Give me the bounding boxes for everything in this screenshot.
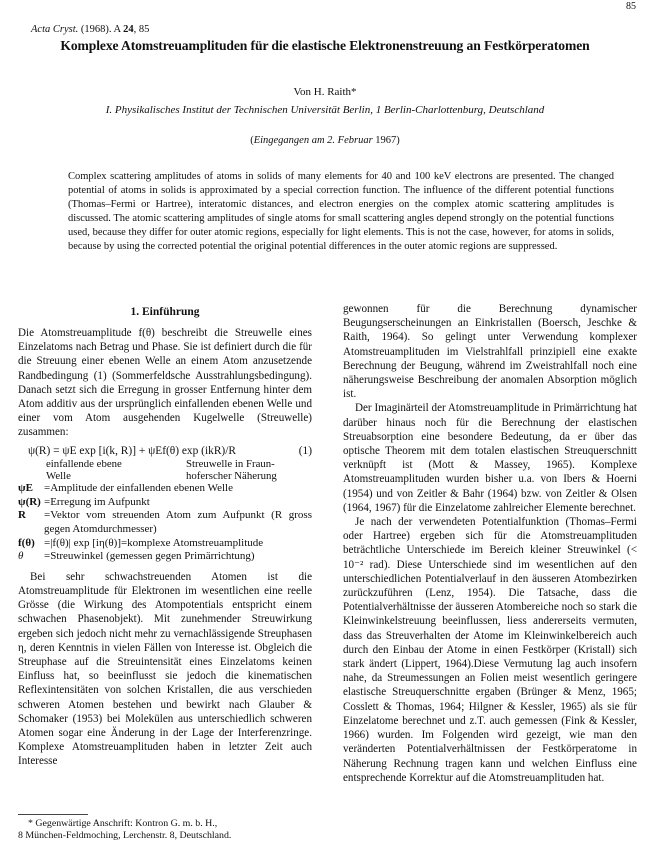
footnote xyxy=(18,818,318,842)
eq-annotation-left: einfallende ebene xyxy=(46,457,122,470)
equation-annotation xyxy=(18,458,312,470)
equation-number: (1) xyxy=(298,444,312,457)
paragraph: Je nach der verwendeten Potentialfunktion (Thomas–Fermi oder Hartree) ergeben sich für die Atomstreuamplituden beträchtliche Unterschiede im Bereich kleiner Streuwinkel (< 10⁻² rad). Diese Unterschiede sind im wesentlichen auf den unterschiedlichen Potentialverlauf in den äusseren Atombezirken zurückzuführen (Lenz, 1954). Die Tatsache, dass die Potentialverhältnisse der äusseren Atombereiche noch so stark die Kleinwinkelstreuung beeinflussen, liess andererseits vermuten, dass das Streuverhalten der Atome im Kleinwinkelbereich auch durch den Einbau der Atome in einen Festkörper (Kristall) sich stark ändert (Lippert, 1964).Diese Vermutung lag auch insofern nahe, da Streumessungen an Folien meist wesentlich geringere elastische Streuquerschnitte ergaben (Brünger & Menz, 1965; Cosslett & Thomas, 1964; Hilgner & Kessler, 1965) als sie für Einzelatome berechnet und z.T. auch gemessen (Fink & Kessler, 1966) wurden. Im Folgenden wird gezeigt, wie man den veränderten Potentialverhältnissen der Festkörperatome in Näherung Rechnung tragen kann und welchen Einfluss eine entsprechende Korrektur auf die Atomstreuamplituden hat. xyxy=(343,516,637,784)
page-number: 85 xyxy=(626,1,636,12)
eq-annotation-right: Streuwelle in Fraun- xyxy=(186,457,275,470)
definition-symbol: θ xyxy=(18,550,24,563)
left-column xyxy=(18,326,312,769)
equation-1 xyxy=(18,444,312,458)
footnote-divider xyxy=(18,814,88,815)
footnote-line: 8 München-Feldmoching, Lerchenstr. 8, Deutschland. xyxy=(18,830,232,841)
article-title: Komplexe Atomstreuamplituden für die elastische Elektronenstreuung an Festkörperatomen xyxy=(60,38,590,53)
equation-body: ψ(R) = ψE exp [i(k, R)] + ψEf(θ) exp (ikR)/R xyxy=(28,444,236,457)
definition-text: =|f(θ)| exp [iη(θ)]=komplexe Atomstreuamplitude xyxy=(44,536,264,549)
author: Von H. Raith* xyxy=(293,86,357,98)
received-label: Eingegangen am 2. Februar xyxy=(253,135,373,146)
section-heading: 1. Einführung xyxy=(130,306,200,318)
right-column xyxy=(343,302,637,785)
footnote-line: * Gegenwärtige Anschrift: Kontron G. m. b. H., xyxy=(28,818,218,829)
paragraph: gewonnen für die Berechnung dynamischer Beugungserscheinungen an Einkristallen (Boersch, Jeschke & Raith, 1964). So gelingt unter Verwendung komplexer Atomstreuamplituden im Vielstrahlfall prinzipiell eine exakte Berechnung der Beugung, während im Zweistrahlfall noch eine näherungsweise Beschreibung der anomalen Absorption möglich ist. xyxy=(343,303,637,401)
definition-row xyxy=(18,537,312,551)
definition-row xyxy=(18,482,312,496)
definition-symbol: ψ(R) xyxy=(18,495,41,508)
affiliation: I. Physikalisches Institut der Technischen Universität Berlin, 1 Berlin-Charlottenburg, Deutschland xyxy=(105,104,545,116)
received-date: (Eingegangen am 2. Februar 1967) xyxy=(250,135,400,146)
definition-row xyxy=(18,509,312,536)
journal-volume: 24 xyxy=(123,24,134,35)
definition-text: =Vektor vom streuenden Atom zum Aufpunkt (R gross gegen Atomdurchmesser) xyxy=(44,509,312,536)
definition-text: =Erregung im Aufpunkt xyxy=(44,495,150,508)
equation-annotation xyxy=(18,470,312,482)
definition-text: =Amplitude der einfallenden ebenen Welle xyxy=(44,482,233,495)
journal-year: (1968). A xyxy=(80,24,121,35)
paragraph: Bei sehr schwachstreuenden Atomen ist die Atomstreuamplitude für Elektronen im wesentlichen eine reelle Grösse (die Wirkung des Atompotentials entspricht einem schwachen Phasenobjekt). Mit zunehmender Streuwirkung ergeben sich jedoch nicht mehr zu vernachlässigende Streuphasen η, deren Kenntnis in vielen Fällen von Interesse ist. Obgleich die Streuphase auf die Streuintensität eines Einzelatoms keinen Einfluss hat, so beeinflusst sie jedoch die kinematischen Reflexintensitäten von solchen Kristallen, die aus verschieden schweren Atomen bestehen und bewirkt nach Glauber & Schomaker (1953) bei Molekülen aus unterschiedlich schweren Atomen sogar eine Änderung in der Lage der Interferenzringe. Komplexe Atomstreuamplituden haben in letzter Zeit auch Interesse xyxy=(18,570,312,768)
definition-list xyxy=(18,482,312,564)
definition-row xyxy=(18,550,312,564)
paragraph: Der Imaginärteil der Atomstreuamplitude in Primärrichtung hat darüber hinaus noch für die Berechnung der elastischen Streuabsorption eine besondere Bedeutung, da er über das optische Theorem mit dem totalen elastischen Streuquerschnitt verknüpft ist (Mott & Massey, 1965). Komplexe Atomstreuamplituden wurden bisher u.a. von Ibers & Hoerni (1954) und von Zeitler & Bahr (1964) bzw. von Zeitler & Olsen (1964, 1967) für die Einzelatome zahlreicher Elemente berechnet. xyxy=(343,402,637,514)
definition-symbol: ψE xyxy=(18,482,33,495)
definition-text: =Streuwinkel (gemessen gegen Primärrichtung) xyxy=(44,550,255,563)
journal-page: , 85 xyxy=(133,24,150,35)
definition-row xyxy=(18,496,312,510)
eq-annotation-left: Welle xyxy=(46,470,71,483)
eq-annotation-right: hoferscher Näherung xyxy=(186,470,277,483)
definition-symbol: R xyxy=(18,509,26,522)
paragraph: Die Atomstreuamplitude f(θ) beschreibt die Streuwelle eines Einzelatoms nach Betrag und Phase. Sie ist definiert durch die für die Streuung einer ebenen Welle an einem Atom anzusetzende Randbedingung (1) (Sommerfeldsche Ausstrahlungsbedingung). Danach setzt sich die Erregung in grosser Entfernung hinter dem Atom additiv aus der ursprünglich einfallenden ebenen Welle und einer vom Atom ausgehenden Kugelwelle (Streuwelle) zusammen: xyxy=(18,327,312,439)
journal-citation xyxy=(31,24,149,35)
received-year: 1967 xyxy=(375,135,397,146)
abstract: Complex scattering amplitudes of atoms in solids of many elements for 40 and 100 keV electrons are presented. The changed potential of atoms in solids is approximated by a special correction function. The influence of the different potential functions (Thomas–Fermi or Hartree), interatomic distances, and electron energies on the complex atomic scattering amplitudes is discussed. The atomic scattering amplitudes of single atoms for small scattering angles depend strongly on the potential functions used, because they differ for outer atomic regions, especially for light elements. This is not the case, however, for atoms in solids, because by using the corrected potential the original potential differences in the outer atomic regions are suppressed. xyxy=(68,171,614,252)
definition-symbol: f(θ) xyxy=(18,536,35,549)
journal-name: Acta Cryst. xyxy=(31,24,79,35)
